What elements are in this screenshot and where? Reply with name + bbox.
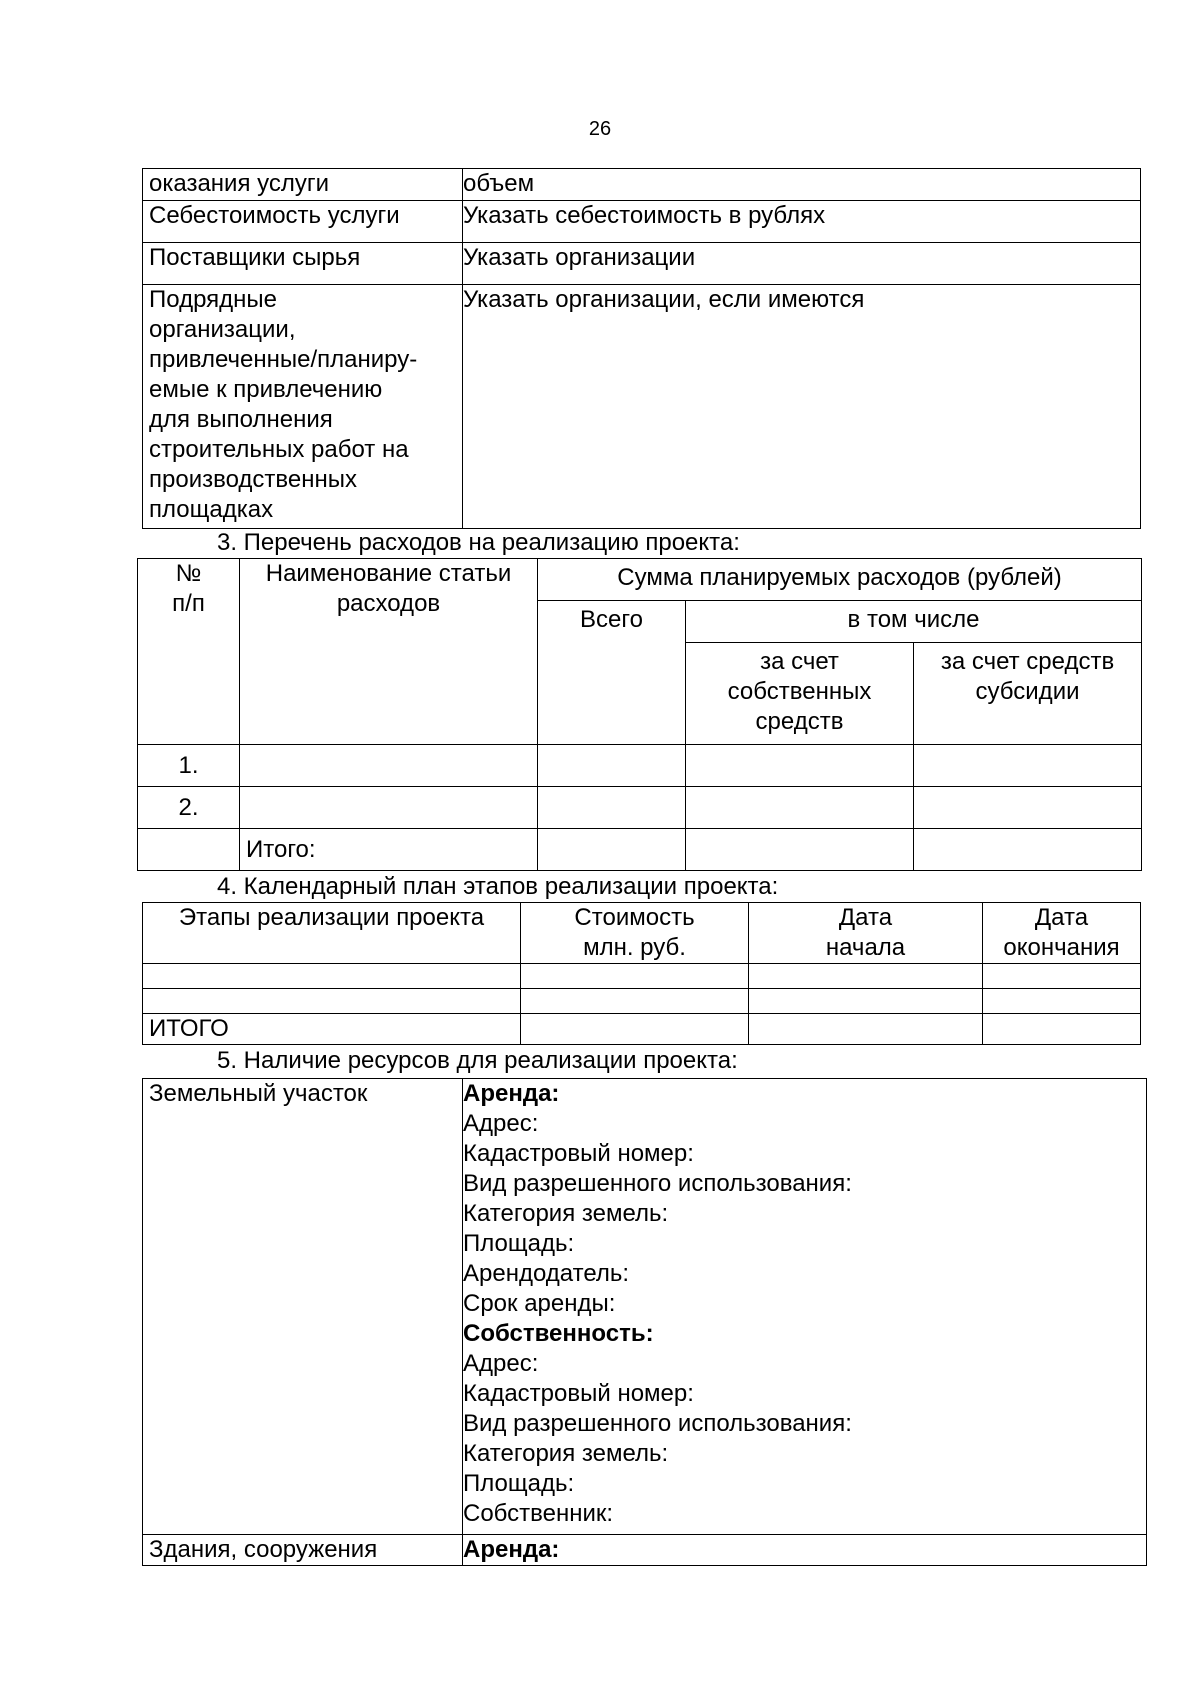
header-own-funds — [686, 643, 914, 745]
header-line: расходов — [336, 590, 441, 617]
land-rent-field: Категория земель: — [463, 1200, 669, 1227]
row-subsidy-cell — [914, 745, 1142, 787]
table-row — [138, 745, 1142, 787]
buildings-rent-title: Аренда: — [463, 1535, 1147, 1566]
header-including: в том числе — [686, 601, 1142, 643]
header-subsidy-funds — [914, 643, 1142, 745]
header-line: за счет средств — [940, 648, 1115, 675]
row-expense-name — [240, 787, 538, 829]
empty-cell — [983, 1014, 1141, 1045]
land-ownership-field: Адрес: — [463, 1350, 539, 1377]
land-rent-field: Площадь: — [463, 1230, 575, 1257]
land-ownership-field: Площадь: — [463, 1470, 575, 1497]
expenses-table — [137, 558, 1142, 871]
land-ownership-field: Вид разрешенного использования: — [463, 1410, 852, 1437]
row-number: 1. — [138, 745, 240, 787]
service-value-cell: Указать организации — [463, 243, 1141, 285]
land-rent-field: Вид разрешенного использования: — [463, 1170, 852, 1197]
land-rent-title: Аренда: — [463, 1080, 560, 1107]
row-own-cell — [686, 745, 914, 787]
page-number: 26 — [588, 118, 612, 140]
row-expense-name: Итого: — [240, 829, 538, 871]
section-5-heading: 5. Наличие ресурсов для реализации проекта: — [217, 1047, 738, 1074]
row-own-cell — [686, 787, 914, 829]
row-subsidy-cell — [914, 829, 1142, 871]
empty-cell — [983, 964, 1141, 989]
label-line: привлеченные/планиру- — [149, 346, 418, 373]
row-subsidy-cell — [914, 787, 1142, 829]
header-start-date — [749, 903, 983, 964]
table-row — [138, 829, 1142, 871]
header-line: Дата — [1034, 904, 1089, 931]
land-rent-field: Адрес: — [463, 1110, 539, 1137]
service-value-cell: Указать организации, если имеются — [463, 285, 1141, 529]
section-3-heading: 3. Перечень расходов на реализацию проекта: — [217, 529, 740, 556]
empty-cell — [749, 1014, 983, 1045]
service-label-cell — [143, 285, 463, 529]
land-ownership-title: Собственность: — [463, 1320, 654, 1347]
empty-cell — [749, 989, 983, 1014]
header-expense-name — [240, 559, 538, 745]
land-ownership-field: Собственник: — [463, 1500, 614, 1527]
label-line: строительных работ на — [149, 436, 409, 463]
label-line: Подрядные — [149, 286, 278, 313]
row-expense-name — [240, 745, 538, 787]
header-line: Стоимость — [574, 904, 695, 931]
header-line: млн. руб. — [583, 934, 686, 961]
empty-cell — [749, 964, 983, 989]
header-line: Наименование статьи — [265, 560, 512, 587]
table-row — [143, 964, 1141, 989]
land-plot-label: Земельный участок — [143, 1079, 463, 1535]
header-planned-sum: Сумма планируемых расходов (рублей) — [538, 559, 1142, 601]
table-row — [143, 989, 1141, 1014]
table-row — [143, 1079, 1147, 1535]
total-label: ИТОГО — [143, 1014, 521, 1045]
land-rent-field: Срок аренды: — [463, 1290, 616, 1317]
empty-cell — [521, 964, 749, 989]
header-line: средств — [755, 708, 844, 735]
header-total: Всего — [538, 601, 686, 745]
label-line: для выполнения — [149, 406, 333, 433]
land-ownership-field: Категория земель: — [463, 1440, 669, 1467]
service-value-cell: объем — [463, 169, 1141, 201]
service-label-cell: Себестоимость услуги — [143, 201, 463, 243]
land-plot-details — [463, 1079, 1147, 1535]
label-line: организации, — [149, 316, 296, 343]
table-row — [143, 285, 1141, 529]
resources-table — [142, 1078, 1147, 1566]
service-label-cell: оказания услуги — [143, 169, 463, 201]
header-number — [138, 559, 240, 745]
buildings-label: Здания, сооружения — [143, 1535, 463, 1566]
table-row — [138, 787, 1142, 829]
row-number: 2. — [138, 787, 240, 829]
row-total-cell — [538, 745, 686, 787]
label-line: площадках — [149, 496, 274, 523]
table-row — [143, 1535, 1147, 1566]
header-line: Дата — [838, 904, 893, 931]
empty-cell — [983, 989, 1141, 1014]
table-row — [143, 201, 1141, 243]
land-rent-field: Кадастровый номер: — [463, 1140, 694, 1167]
header-stages: Этапы реализации проекта — [143, 903, 521, 964]
land-ownership-field: Кадастровый номер: — [463, 1380, 694, 1407]
empty-cell — [521, 989, 749, 1014]
label-line: производственных — [149, 466, 357, 493]
row-total-cell — [538, 829, 686, 871]
header-line: субсидии — [975, 678, 1080, 705]
table-row — [143, 1014, 1141, 1045]
section-4-heading: 4. Календарный план этапов реализации проекта: — [217, 873, 779, 900]
table-row — [143, 169, 1141, 201]
header-line: п/п — [172, 590, 205, 617]
header-line: № — [175, 560, 202, 587]
header-line: собственных — [727, 678, 872, 705]
header-end-date — [983, 903, 1141, 964]
land-rent-field: Арендодатель: — [463, 1260, 630, 1287]
label-line: емые к привлечению — [149, 376, 383, 403]
table-header-row — [138, 559, 1142, 601]
table-header-row — [143, 903, 1141, 964]
calendar-plan-table — [142, 902, 1141, 1045]
service-value-cell: Указать себестоимость в рублях — [463, 201, 1141, 243]
service-label-cell: Поставщики сырья — [143, 243, 463, 285]
header-cost — [521, 903, 749, 964]
empty-cell — [143, 964, 521, 989]
header-line: начала — [825, 934, 906, 961]
row-own-cell — [686, 829, 914, 871]
row-number — [138, 829, 240, 871]
service-table — [142, 168, 1141, 529]
empty-cell — [143, 989, 521, 1014]
header-line: окончания — [1003, 934, 1120, 961]
table-row — [143, 243, 1141, 285]
empty-cell — [521, 1014, 749, 1045]
header-line: за счет — [760, 648, 839, 675]
row-total-cell — [538, 787, 686, 829]
